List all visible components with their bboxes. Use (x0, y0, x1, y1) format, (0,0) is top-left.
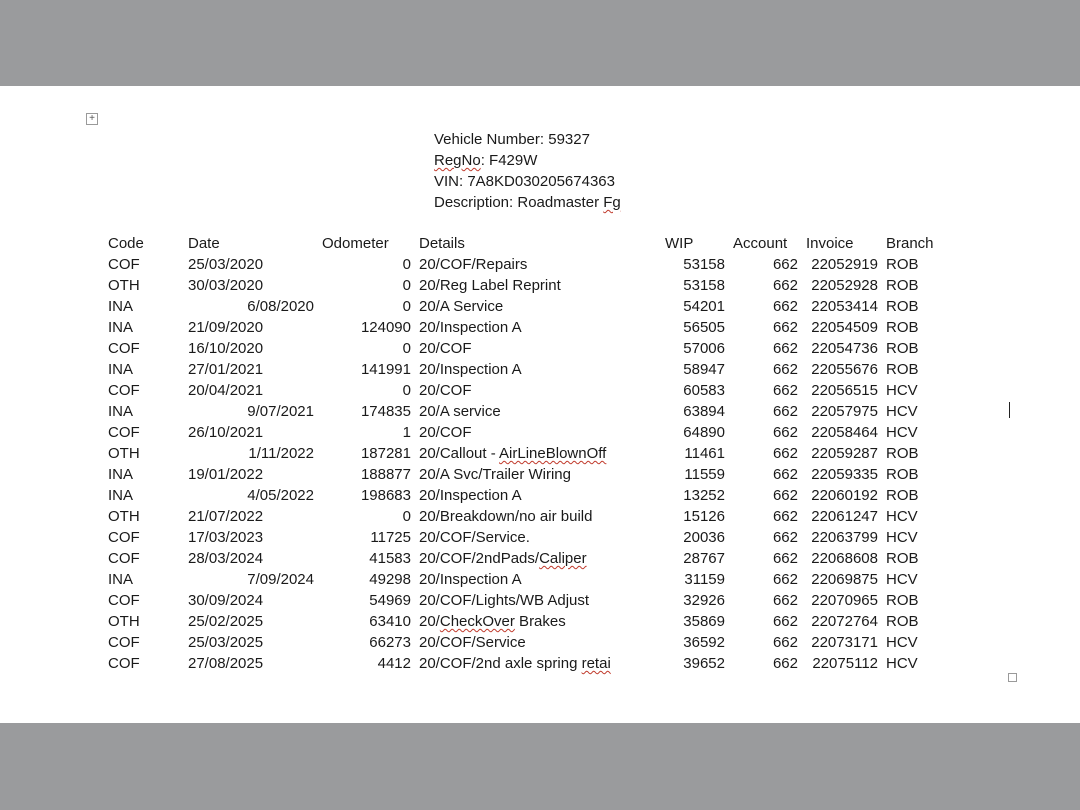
cell-account: 662 (772, 466, 798, 483)
cell-account: 662 (772, 382, 798, 399)
cell-odometer: 174835 (360, 403, 411, 420)
cell-date: 17/03/2023 (188, 529, 264, 546)
cell-details: 20/COF (419, 424, 472, 441)
cell-invoice: 22055676 (811, 361, 878, 378)
cell-odometer: 198683 (360, 487, 411, 504)
cell-code: COF (108, 550, 140, 567)
table-row (104, 590, 950, 611)
cell-date: 30/09/2024 (188, 592, 264, 609)
cell-wip: 58947 (683, 361, 725, 378)
cell-account: 662 (772, 508, 798, 525)
cell-invoice: 22063799 (811, 529, 878, 546)
cell-account: 662 (772, 571, 798, 588)
header-code: Code (108, 235, 144, 252)
vehicle-description (434, 192, 621, 213)
table-row (104, 653, 950, 674)
cell-branch: HCV (886, 508, 918, 525)
cell-date: 28/03/2024 (188, 550, 264, 567)
cell-account: 662 (772, 634, 798, 651)
cell-code: COF (108, 655, 140, 672)
cell-date: 30/03/2020 (188, 277, 264, 294)
cell-branch: HCV (886, 571, 918, 588)
cell-odometer: 4412 (377, 655, 411, 672)
cell-details: 20/CheckOver Brakes (419, 613, 566, 630)
table-row (104, 275, 950, 296)
vehicle-number: Vehicle Number: 59327 (434, 131, 590, 148)
cell-odometer: 141991 (360, 361, 411, 378)
cell-branch: HCV (886, 634, 918, 651)
regno-value: : F429W (480, 152, 538, 169)
description-label: Description: Roadmaster (434, 194, 604, 211)
cell-wip: 28767 (683, 550, 725, 567)
header-odometer: Odometer (322, 235, 389, 252)
cell-code: INA (108, 466, 134, 483)
table-row (104, 254, 950, 275)
table-row (104, 527, 950, 548)
cell-wip: 53158 (683, 277, 725, 294)
cell-date: 25/02/2025 (188, 613, 264, 630)
cell-details: 20/COF/Service (419, 634, 526, 651)
cell-branch: HCV (886, 655, 918, 672)
cell-code: INA (108, 487, 134, 504)
cell-details: 20/Callout - AirLineBlownOff (419, 445, 607, 462)
cell-branch: ROB (886, 613, 919, 630)
cell-date: 1/11/2022 (248, 445, 314, 462)
table-row (104, 338, 950, 359)
cell-code: COF (108, 592, 140, 609)
cell-details: 20/COF/2nd axle spring retai (419, 655, 611, 672)
cell-date: 27/08/2025 (188, 655, 264, 672)
cell-date: 7/09/2024 (247, 571, 314, 588)
cell-odometer: 63410 (369, 613, 411, 630)
service-history-table (104, 233, 950, 674)
spellcheck-word: Caliper (539, 550, 587, 567)
cell-wip: 53158 (683, 256, 725, 273)
table-row (104, 485, 950, 506)
cell-details: 20/Inspection A (419, 487, 522, 504)
cell-account: 662 (772, 256, 798, 273)
cell-code: OTH (108, 508, 140, 525)
cell-wip: 11559 (684, 466, 725, 483)
header-account: Account (733, 235, 788, 252)
header-details: Details (419, 235, 465, 252)
cell-account: 662 (772, 592, 798, 609)
table-row (104, 464, 950, 485)
cell-account: 662 (772, 403, 798, 420)
spellcheck-word: retai (581, 655, 611, 672)
cell-wip: 64890 (683, 424, 725, 441)
table-row (104, 401, 950, 422)
cell-details: 20/A service (419, 403, 501, 420)
cell-details: 20/Inspection A (419, 571, 522, 588)
cell-odometer: 124090 (360, 319, 411, 336)
cell-wip: 35869 (683, 613, 725, 630)
cell-details: 20/Breakdown/no air build (419, 508, 593, 525)
cell-invoice: 22058464 (811, 424, 878, 441)
cell-date: 27/01/2021 (188, 361, 264, 378)
cell-branch: ROB (886, 277, 919, 294)
cell-wip: 56505 (683, 319, 725, 336)
cell-account: 662 (772, 613, 798, 630)
cell-odometer: 0 (402, 382, 411, 399)
vehicle-vin: VIN: 7A8KD030205674363 (434, 173, 615, 190)
regno-label: RegNo (434, 152, 481, 169)
cell-wip: 31159 (684, 571, 725, 588)
cell-invoice: 22072764 (811, 613, 878, 630)
cell-details: 20/COF (419, 382, 472, 399)
cell-branch: HCV (886, 403, 918, 420)
cell-branch: ROB (886, 361, 919, 378)
cell-branch: ROB (886, 550, 919, 567)
cell-wip: 20036 (683, 529, 725, 546)
spellcheck-word: CheckOver (439, 613, 515, 630)
cell-odometer: 49298 (369, 571, 411, 588)
vehicle-header (434, 129, 621, 213)
cell-wip: 60583 (683, 382, 725, 399)
cell-odometer: 41583 (369, 550, 411, 567)
table-row (104, 632, 950, 653)
table-resize-handle-icon[interactable] (1008, 673, 1017, 682)
cell-invoice: 22059287 (811, 445, 878, 462)
cell-code: COF (108, 256, 140, 273)
cell-invoice: 22070965 (811, 592, 878, 609)
cell-branch: ROB (886, 487, 919, 504)
cell-invoice: 22053414 (811, 298, 878, 315)
cell-date: 16/10/2020 (188, 340, 264, 357)
cell-branch: ROB (886, 340, 919, 357)
cell-invoice: 22061247 (811, 508, 878, 525)
cell-wip: 32926 (683, 592, 725, 609)
cell-date: 20/04/2021 (188, 382, 264, 399)
header-invoice: Invoice (806, 235, 854, 252)
cell-invoice: 22057975 (811, 403, 878, 420)
cell-wip: 39652 (683, 655, 725, 672)
text-cursor (1009, 402, 1010, 418)
cell-branch: ROB (886, 466, 919, 483)
cell-odometer: 0 (402, 277, 411, 294)
cell-details: 20/Reg Label Reprint (419, 277, 561, 294)
cell-branch: HCV (886, 382, 918, 399)
cell-account: 662 (772, 655, 798, 672)
cell-wip: 11461 (684, 445, 725, 462)
cell-details: 20/COF/2ndPads/Caliper (419, 550, 587, 567)
cell-branch: ROB (886, 445, 919, 462)
cell-invoice: 22059335 (811, 466, 878, 483)
vehicle-regno (434, 150, 621, 171)
cell-code: COF (108, 634, 140, 651)
cell-code: INA (108, 298, 134, 315)
cell-code: INA (108, 403, 134, 420)
cell-code: OTH (108, 277, 140, 294)
cell-odometer: 0 (402, 340, 411, 357)
cell-date: 25/03/2020 (188, 256, 264, 273)
cell-code: OTH (108, 613, 140, 630)
cell-wip: 57006 (683, 340, 725, 357)
cell-code: OTH (108, 445, 140, 462)
cell-wip: 63894 (683, 403, 725, 420)
table-row (104, 548, 950, 569)
cell-wip: 15126 (683, 508, 725, 525)
cell-account: 662 (772, 424, 798, 441)
cell-details: 20/COF/Lights/WB Adjust (419, 592, 590, 609)
cell-invoice: 22068608 (811, 550, 878, 567)
cell-invoice: 22054509 (811, 319, 878, 336)
cell-date: 19/01/2022 (188, 466, 264, 483)
cell-odometer: 54969 (369, 592, 411, 609)
cell-date: 26/10/2021 (188, 424, 264, 441)
spellcheck-word: AirLineBlownOff (499, 445, 607, 462)
cell-account: 662 (772, 277, 798, 294)
cell-details: 20/Inspection A (419, 361, 522, 378)
cell-wip: 54201 (683, 298, 725, 315)
table-row (104, 443, 950, 464)
cell-code: INA (108, 319, 134, 336)
cell-account: 662 (772, 529, 798, 546)
table-header-row (104, 233, 950, 254)
cell-wip: 36592 (683, 634, 725, 651)
cell-invoice: 22056515 (811, 382, 878, 399)
cell-branch: ROB (886, 592, 919, 609)
cell-details: 20/A Svc/Trailer Wiring (419, 466, 571, 483)
cell-date: 6/08/2020 (247, 298, 314, 315)
cell-branch: HCV (886, 424, 918, 441)
cell-date: 21/09/2020 (188, 319, 264, 336)
cell-odometer: 1 (402, 424, 411, 441)
cell-code: COF (108, 382, 140, 399)
cell-code: COF (108, 340, 140, 357)
cell-invoice: 22060192 (811, 487, 878, 504)
cell-details: 20/A Service (419, 298, 504, 315)
cell-branch: ROB (886, 298, 919, 315)
cell-account: 662 (772, 298, 798, 315)
cell-date: 4/05/2022 (247, 487, 314, 504)
table-row (104, 296, 950, 317)
table-row (104, 506, 950, 527)
cell-date: 9/07/2021 (247, 403, 314, 420)
cell-code: COF (108, 529, 140, 546)
description-suffix: Fg (603, 194, 621, 211)
cell-odometer: 0 (402, 508, 411, 525)
cell-details: 20/COF (419, 340, 472, 357)
header-wip: WIP (665, 235, 694, 252)
cell-details: 20/Inspection A (419, 319, 522, 336)
cell-account: 662 (772, 319, 798, 336)
cell-invoice: 22054736 (811, 340, 878, 357)
cell-account: 662 (772, 487, 798, 504)
cell-odometer: 0 (402, 256, 411, 273)
cell-account: 662 (772, 550, 798, 567)
cell-branch: HCV (886, 529, 918, 546)
cell-code: INA (108, 361, 134, 378)
cell-branch: ROB (886, 256, 919, 273)
header-branch: Branch (886, 235, 934, 252)
table-row (104, 422, 950, 443)
table-row (104, 359, 950, 380)
cell-invoice: 22075112 (812, 655, 878, 672)
table-row (104, 317, 950, 338)
cell-odometer: 66273 (369, 634, 411, 651)
cell-details: 20/COF/Repairs (419, 256, 528, 273)
cell-branch: ROB (886, 319, 919, 336)
cell-odometer: 188877 (360, 466, 411, 483)
cell-invoice: 22069875 (811, 571, 878, 588)
cell-code: INA (108, 571, 134, 588)
cell-account: 662 (772, 445, 798, 462)
table-move-handle-icon[interactable]: + (86, 113, 98, 125)
cell-details: 20/COF/Service. (419, 529, 530, 546)
cell-odometer: 187281 (360, 445, 411, 462)
cell-account: 662 (772, 340, 798, 357)
table-row (104, 380, 950, 401)
cell-invoice: 22073171 (811, 634, 878, 651)
cell-date: 21/07/2022 (188, 508, 264, 525)
table-row (104, 611, 950, 632)
cell-account: 662 (772, 361, 798, 378)
header-date: Date (188, 235, 220, 252)
cell-date: 25/03/2025 (188, 634, 264, 651)
cell-code: COF (108, 424, 140, 441)
cell-invoice: 22052919 (811, 256, 878, 273)
cell-wip: 13252 (683, 487, 725, 504)
cell-odometer: 0 (402, 298, 411, 315)
table-row (104, 569, 950, 590)
cell-odometer: 11725 (370, 529, 411, 546)
cell-invoice: 22052928 (811, 277, 878, 294)
